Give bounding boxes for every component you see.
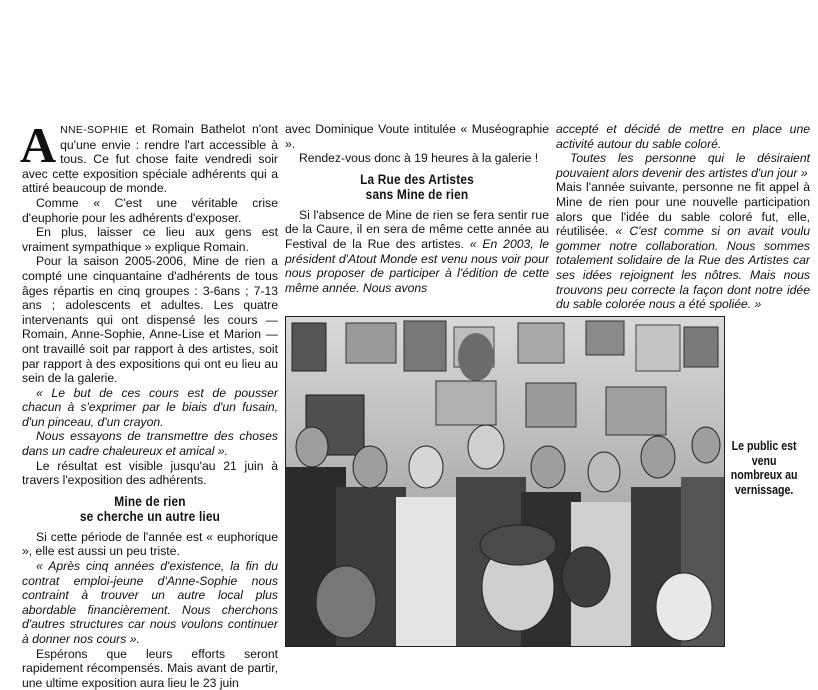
quote-paragraph: « Après cinq années d'existence, la fin du contrat emploi-jeune d'Anne-Sophie nous contraint à trouver un autre local plus abordable financièrement. Nous cherchons d'autres structures car nous voulons continuer à donner nos cours ». [22, 559, 278, 646]
paragraph-text: Si l'absence de Mine de rien se fera sentir rue de la Caure, il en sera de même cette année au Festival de la Rue des artistes. [285, 207, 549, 251]
article-column-3 [556, 122, 810, 312]
paragraph: Comme « C'est une véritable crise d'euphorie pour les adhérents d'exposer. [22, 195, 278, 225]
lead-smallcaps: NNE-SOPHIE [60, 124, 129, 136]
quote-paragraph: Nous essayons de transmettre des choses dans un cadre chaleureux et amical ». [22, 429, 278, 459]
quote-text: « En 2003, le président d'Atout Monde est venu nous voir pour nous proposer de participer à l'édition de cette même année. Nous avons [285, 236, 550, 295]
subheading-line: La Rue des Artistes [360, 171, 474, 187]
paragraph: En plus, laisser ce lieu aux gens est vraiment sympathique » explique Romain. [22, 225, 278, 254]
photo-caption: Le public est venu nombreux au vernissage. [730, 439, 798, 497]
drop-cap: A [20, 117, 57, 173]
lead-text: et Romain Bathelot n'ont qu'une envie : rendre l'art accessible à tous. Ce fut chose faite vendredi soir avec cette exposition spéciale adhérents qui a attiré beaucoup de monde. [22, 122, 278, 196]
quote-text: « C'est comme si on avait voulu gommer notre collaboration. Nous sommes totalement solidaire de la Rue des Artistes car ses idées rejoignent les nôtres. Mais nous trouvons peu correcte la façon dont notre idée du sable colorée nous a été spoliée. » [556, 224, 810, 312]
quote-paragraph: « Le but de ces cours est de pousser chacun à s'exprimer par le biais d'un fusain, d'un pinceau, d'un crayon. [22, 385, 278, 429]
paragraph: avec Dominique Voute intitulée « Muséographie ». [285, 122, 549, 151]
paragraph-text: Mais l'année suivante, personne ne fit appel à Mine de rien pour une nouvelle participation alors que l'idée du sable coloré fut, elle, réutilisée. [556, 180, 810, 239]
article-column-1 [20, 117, 278, 690]
crowd-photo-illustration [286, 317, 724, 646]
paragraph: Espérons que leurs efforts seront rapidement récompensés. Mais avant de partir, une ultime exposition aura lieu le 23 juin [22, 646, 278, 690]
quote-paragraph: Toutes les personne qui le désiraient pouvaient alors devenir des artistes d'un jour » [556, 151, 810, 180]
lead-paragraph [20, 117, 278, 196]
subheading-line: Mine de rien [114, 493, 186, 509]
vernissage-photo [285, 316, 725, 647]
quote-paragraph: accepté et décidé de mettre en place une activité autour du sable coloré. [556, 122, 810, 151]
paragraph: Le résultat est visible jusqu'au 21 juin à travers l'exposition des adhérents. [22, 458, 278, 488]
subheading-mine-de-rien [37, 494, 262, 525]
paragraph [556, 180, 810, 311]
paragraph: Si cette période de l'année est « euphorique », elle est aussi un peu triste. [22, 529, 278, 559]
paragraph [285, 208, 549, 296]
article-column-2 [285, 122, 549, 295]
subheading-line: sans Mine de rien [365, 187, 469, 203]
paragraph: Rendez-vous donc à 19 heures à la galerie ! [299, 151, 539, 166]
subheading-line: se cherche un autre lieu [79, 509, 221, 525]
paragraph: Pour la saison 2005-2006, Mine de rien a compté une cinquantaine d'adhérents de tous âges répartis en cinq groupes : 3-6ans ; 7-13 ans ; adolescents et adultes. Les quatre intervenants qui ont dispensé les cours — Romain, Anne-Sophie, Anne-Lise et Marion — ont travaillé soit par rapport à des artistes, soit par rapport à des expositions qui ont eu lieu au sein de la galerie. [22, 254, 278, 386]
subheading-rue-des-artistes [301, 172, 533, 203]
